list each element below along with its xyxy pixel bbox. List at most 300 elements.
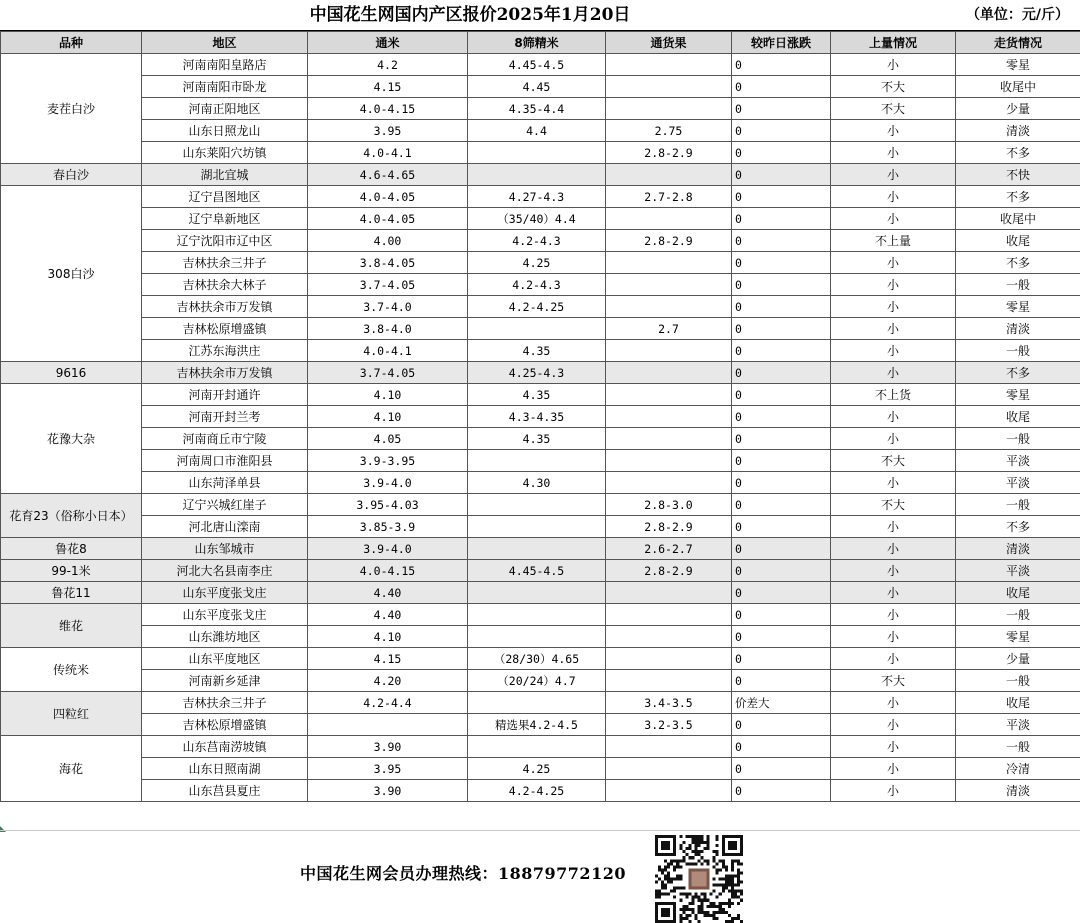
region-cell: 辽宁阜新地区 bbox=[142, 208, 308, 230]
sales-cell: 不多 bbox=[956, 362, 1080, 384]
column-header: 品种 bbox=[1, 32, 142, 54]
jingmi-cell: 精选果4.2-4.5 bbox=[468, 714, 606, 736]
change-cell: 0 bbox=[732, 296, 831, 318]
guo-cell bbox=[606, 274, 732, 296]
change-cell: 0 bbox=[732, 758, 831, 780]
unit-label: （单位：元/斤） bbox=[955, 0, 1080, 31]
sales-cell: 不快 bbox=[956, 164, 1080, 186]
guo-cell bbox=[606, 384, 732, 406]
table-row bbox=[1, 648, 1080, 670]
tongmi-cell: 4.10 bbox=[308, 626, 468, 648]
guo-cell: 2.8-2.9 bbox=[606, 516, 732, 538]
tongmi-cell: 4.05 bbox=[308, 428, 468, 450]
guo-cell: 2.7-2.8 bbox=[606, 186, 732, 208]
jingmi-cell bbox=[468, 450, 606, 472]
jingmi-cell: 4.25 bbox=[468, 758, 606, 780]
variety-cell: 花育23（俗称小日本） bbox=[1, 494, 142, 538]
guo-cell: 2.8-2.9 bbox=[606, 560, 732, 582]
supply-cell: 小 bbox=[831, 340, 956, 362]
table-row bbox=[1, 406, 1080, 428]
supply-cell: 小 bbox=[831, 208, 956, 230]
guo-cell bbox=[606, 450, 732, 472]
sales-cell: 清淡 bbox=[956, 780, 1080, 802]
change-cell: 0 bbox=[732, 450, 831, 472]
tongmi-cell: 4.0-4.15 bbox=[308, 560, 468, 582]
sales-cell: 零星 bbox=[956, 54, 1080, 76]
guo-cell: 2.8-2.9 bbox=[606, 142, 732, 164]
change-cell: 0 bbox=[732, 472, 831, 494]
supply-cell: 小 bbox=[831, 714, 956, 736]
supply-cell: 不上量 bbox=[831, 230, 956, 252]
change-cell: 0 bbox=[732, 626, 831, 648]
table-row bbox=[1, 736, 1080, 758]
table-row bbox=[1, 560, 1080, 582]
tongmi-cell: 3.8-4.0 bbox=[308, 318, 468, 340]
change-cell: 0 bbox=[732, 230, 831, 252]
table-row bbox=[1, 186, 1080, 208]
guo-cell bbox=[606, 736, 732, 758]
tongmi-cell: 4.15 bbox=[308, 648, 468, 670]
jingmi-cell: 4.25-4.3 bbox=[468, 362, 606, 384]
jingmi-cell bbox=[468, 516, 606, 538]
sales-cell: 不多 bbox=[956, 142, 1080, 164]
supply-cell: 小 bbox=[831, 692, 956, 714]
change-cell: 0 bbox=[732, 406, 831, 428]
supply-cell: 小 bbox=[831, 428, 956, 450]
sales-cell: 收尾 bbox=[956, 582, 1080, 604]
supply-cell: 小 bbox=[831, 736, 956, 758]
table-row bbox=[1, 120, 1080, 142]
table-row bbox=[1, 164, 1080, 186]
guo-cell: 2.8-3.0 bbox=[606, 494, 732, 516]
jingmi-cell: 4.30 bbox=[468, 472, 606, 494]
change-cell: 0 bbox=[732, 318, 831, 340]
table-row bbox=[1, 340, 1080, 362]
region-cell: 山东莒县夏庄 bbox=[142, 780, 308, 802]
jingmi-cell: 4.45-4.5 bbox=[468, 54, 606, 76]
supply-cell: 小 bbox=[831, 626, 956, 648]
sales-cell: 不多 bbox=[956, 186, 1080, 208]
table-row bbox=[1, 626, 1080, 648]
variety-cell: 四粒红 bbox=[1, 692, 142, 736]
guo-cell bbox=[606, 472, 732, 494]
variety-cell: 花豫大杂 bbox=[1, 384, 142, 494]
jingmi-cell: 4.25 bbox=[468, 252, 606, 274]
supply-cell: 小 bbox=[831, 538, 956, 560]
supply-cell: 不上货 bbox=[831, 384, 956, 406]
change-cell: 0 bbox=[732, 780, 831, 802]
jingmi-cell: 4.35 bbox=[468, 384, 606, 406]
region-cell: 山东平度张戈庄 bbox=[142, 604, 308, 626]
table-row bbox=[1, 362, 1080, 384]
sales-cell: 零星 bbox=[956, 384, 1080, 406]
sales-cell: 平淡 bbox=[956, 714, 1080, 736]
jingmi-cell bbox=[468, 142, 606, 164]
guo-cell: 2.7 bbox=[606, 318, 732, 340]
region-cell: 吉林扶余市万发镇 bbox=[142, 296, 308, 318]
supply-cell: 不大 bbox=[831, 670, 956, 692]
variety-cell: 鲁花8 bbox=[1, 538, 142, 560]
column-header: 地区 bbox=[142, 32, 308, 54]
sales-cell: 少量 bbox=[956, 648, 1080, 670]
region-cell: 山东平度地区 bbox=[142, 648, 308, 670]
guo-cell bbox=[606, 164, 732, 186]
supply-cell: 小 bbox=[831, 274, 956, 296]
column-header: 走货情况 bbox=[956, 32, 1080, 54]
guo-cell bbox=[606, 604, 732, 626]
guo-cell bbox=[606, 670, 732, 692]
jingmi-cell bbox=[468, 582, 606, 604]
sales-cell: 不多 bbox=[956, 516, 1080, 538]
column-header: 8筛精米 bbox=[468, 32, 606, 54]
region-cell: 河南商丘市宁陵 bbox=[142, 428, 308, 450]
jingmi-cell: （28/30）4.65 bbox=[468, 648, 606, 670]
change-cell: 0 bbox=[732, 54, 831, 76]
variety-cell: 春白沙 bbox=[1, 164, 142, 186]
supply-cell: 不大 bbox=[831, 494, 956, 516]
guo-cell bbox=[606, 98, 732, 120]
sales-cell: 平淡 bbox=[956, 472, 1080, 494]
jingmi-cell: 4.4 bbox=[468, 120, 606, 142]
tongmi-cell: 3.9-4.0 bbox=[308, 472, 468, 494]
jingmi-cell: 4.35-4.4 bbox=[468, 98, 606, 120]
sales-cell: 清淡 bbox=[956, 318, 1080, 340]
title-bar bbox=[0, 0, 1080, 31]
guo-cell: 2.6-2.7 bbox=[606, 538, 732, 560]
guo-cell bbox=[606, 582, 732, 604]
sales-cell: 一般 bbox=[956, 274, 1080, 296]
region-cell: 湖北宜城 bbox=[142, 164, 308, 186]
column-header: 通米 bbox=[308, 32, 468, 54]
change-cell: 0 bbox=[732, 362, 831, 384]
table-row bbox=[1, 208, 1080, 230]
supply-cell: 小 bbox=[831, 318, 956, 340]
supply-cell: 小 bbox=[831, 296, 956, 318]
tongmi-cell: 4.40 bbox=[308, 604, 468, 626]
supply-cell: 不大 bbox=[831, 450, 956, 472]
region-cell: 河南南阳市卧龙 bbox=[142, 76, 308, 98]
change-cell: 0 bbox=[732, 714, 831, 736]
tongmi-cell: 3.9-3.95 bbox=[308, 450, 468, 472]
region-cell: 河北大名县南李庄 bbox=[142, 560, 308, 582]
table-row bbox=[1, 428, 1080, 450]
region-cell: 吉林松原增盛镇 bbox=[142, 714, 308, 736]
change-cell: 0 bbox=[732, 164, 831, 186]
jingmi-cell bbox=[468, 318, 606, 340]
change-cell: 0 bbox=[732, 142, 831, 164]
jingmi-cell bbox=[468, 736, 606, 758]
tongmi-cell: 4.15 bbox=[308, 76, 468, 98]
jingmi-cell: 4.35 bbox=[468, 340, 606, 362]
region-cell: 河南新乡延津 bbox=[142, 670, 308, 692]
supply-cell: 小 bbox=[831, 120, 956, 142]
variety-cell: 308白沙 bbox=[1, 186, 142, 362]
tongmi-cell: 4.0-4.1 bbox=[308, 142, 468, 164]
region-cell: 吉林扶余三井子 bbox=[142, 252, 308, 274]
sales-cell: 一般 bbox=[956, 494, 1080, 516]
table-row bbox=[1, 252, 1080, 274]
tongmi-cell: 4.10 bbox=[308, 384, 468, 406]
sales-cell: 清淡 bbox=[956, 120, 1080, 142]
variety-cell: 传统米 bbox=[1, 648, 142, 692]
sales-cell: 一般 bbox=[956, 340, 1080, 362]
jingmi-cell: 4.35 bbox=[468, 428, 606, 450]
jingmi-cell: 4.2-4.3 bbox=[468, 274, 606, 296]
tongmi-cell: 3.95 bbox=[308, 758, 468, 780]
page-title: 中国花生网国内产区报价2025年1月20日 bbox=[150, 0, 790, 31]
region-cell: 吉林扶余市万发镇 bbox=[142, 362, 308, 384]
jingmi-cell: 4.45-4.5 bbox=[468, 560, 606, 582]
sales-cell: 收尾 bbox=[956, 230, 1080, 252]
guo-cell bbox=[606, 406, 732, 428]
variety-cell: 9616 bbox=[1, 362, 142, 384]
sales-cell: 不多 bbox=[956, 252, 1080, 274]
variety-cell: 麦茬白沙 bbox=[1, 54, 142, 164]
region-cell: 河南开封兰考 bbox=[142, 406, 308, 428]
column-header: 上量情况 bbox=[831, 32, 956, 54]
supply-cell: 小 bbox=[831, 780, 956, 802]
tongmi-cell: 4.10 bbox=[308, 406, 468, 428]
jingmi-cell: （20/24）4.7 bbox=[468, 670, 606, 692]
supply-cell: 小 bbox=[831, 54, 956, 76]
table-row bbox=[1, 296, 1080, 318]
guo-cell bbox=[606, 362, 732, 384]
guo-cell bbox=[606, 54, 732, 76]
tongmi-cell: 4.00 bbox=[308, 230, 468, 252]
tongmi-cell bbox=[308, 714, 468, 736]
sales-cell: 收尾中 bbox=[956, 208, 1080, 230]
tongmi-cell: 3.90 bbox=[308, 780, 468, 802]
tongmi-cell: 4.0-4.05 bbox=[308, 208, 468, 230]
sales-cell: 少量 bbox=[956, 98, 1080, 120]
change-cell: 0 bbox=[732, 494, 831, 516]
region-cell: 辽宁昌图地区 bbox=[142, 186, 308, 208]
table-row bbox=[1, 516, 1080, 538]
sales-cell: 收尾 bbox=[956, 406, 1080, 428]
table-row bbox=[1, 494, 1080, 516]
table-row bbox=[1, 714, 1080, 736]
change-cell: 0 bbox=[732, 384, 831, 406]
supply-cell: 小 bbox=[831, 516, 956, 538]
jingmi-cell: 4.3-4.35 bbox=[468, 406, 606, 428]
jingmi-cell bbox=[468, 604, 606, 626]
sales-cell: 一般 bbox=[956, 428, 1080, 450]
jingmi-cell: 4.45 bbox=[468, 76, 606, 98]
change-cell: 0 bbox=[732, 252, 831, 274]
table-body bbox=[1, 54, 1080, 802]
tongmi-cell: 3.7-4.0 bbox=[308, 296, 468, 318]
price-table bbox=[0, 31, 1080, 802]
tongmi-cell: 4.40 bbox=[308, 582, 468, 604]
table-row bbox=[1, 98, 1080, 120]
table-row bbox=[1, 54, 1080, 76]
guo-cell bbox=[606, 208, 732, 230]
tongmi-cell: 4.2 bbox=[308, 54, 468, 76]
region-cell: 辽宁兴城红崖子 bbox=[142, 494, 308, 516]
table-row bbox=[1, 142, 1080, 164]
guo-cell bbox=[606, 758, 732, 780]
sales-cell: 收尾中 bbox=[956, 76, 1080, 98]
change-cell: 0 bbox=[732, 428, 831, 450]
supply-cell: 小 bbox=[831, 604, 956, 626]
tongmi-cell: 4.20 bbox=[308, 670, 468, 692]
variety-cell: 维花 bbox=[1, 604, 142, 648]
supply-cell: 小 bbox=[831, 758, 956, 780]
hotline-text: 中国花生网会员办理热线：18879772120 bbox=[300, 861, 626, 884]
tongmi-cell: 3.95-4.03 bbox=[308, 494, 468, 516]
table-row bbox=[1, 604, 1080, 626]
column-header: 通货果 bbox=[606, 32, 732, 54]
tongmi-cell: 4.6-4.65 bbox=[308, 164, 468, 186]
jingmi-cell: 4.2-4.3 bbox=[468, 230, 606, 252]
tongmi-cell: 4.0-4.1 bbox=[308, 340, 468, 362]
sales-cell: 零星 bbox=[956, 296, 1080, 318]
table-row bbox=[1, 692, 1080, 714]
supply-cell: 小 bbox=[831, 406, 956, 428]
supply-cell: 小 bbox=[831, 142, 956, 164]
supply-cell: 小 bbox=[831, 186, 956, 208]
variety-cell: 99-1米 bbox=[1, 560, 142, 582]
jingmi-cell bbox=[468, 494, 606, 516]
guo-cell bbox=[606, 340, 732, 362]
change-cell: 0 bbox=[732, 98, 831, 120]
column-header: 较昨日涨跌 bbox=[732, 32, 831, 54]
table-row bbox=[1, 274, 1080, 296]
change-cell: 0 bbox=[732, 582, 831, 604]
jingmi-cell: 4.2-4.25 bbox=[468, 296, 606, 318]
region-cell: 吉林扶余三井子 bbox=[142, 692, 308, 714]
sales-cell: 清淡 bbox=[956, 538, 1080, 560]
region-cell: 河南南阳皇路店 bbox=[142, 54, 308, 76]
change-cell: 0 bbox=[732, 560, 831, 582]
jingmi-cell bbox=[468, 538, 606, 560]
table-row bbox=[1, 450, 1080, 472]
region-cell: 山东潍坊地区 bbox=[142, 626, 308, 648]
region-cell: 河南开封通许 bbox=[142, 384, 308, 406]
variety-cell: 海花 bbox=[1, 736, 142, 802]
guo-cell bbox=[606, 252, 732, 274]
guo-cell bbox=[606, 428, 732, 450]
table-row bbox=[1, 230, 1080, 252]
guo-cell bbox=[606, 296, 732, 318]
region-cell: 山东莱阳穴坊镇 bbox=[142, 142, 308, 164]
guo-cell: 2.8-2.9 bbox=[606, 230, 732, 252]
tongmi-cell: 4.0-4.15 bbox=[308, 98, 468, 120]
region-cell: 山东日照龙山 bbox=[142, 120, 308, 142]
tongmi-cell: 3.8-4.05 bbox=[308, 252, 468, 274]
footer bbox=[0, 830, 1080, 919]
jingmi-cell bbox=[468, 626, 606, 648]
table-row bbox=[1, 758, 1080, 780]
tongmi-cell: 3.90 bbox=[308, 736, 468, 758]
table-row bbox=[1, 76, 1080, 98]
region-cell: 吉林扶余大林子 bbox=[142, 274, 308, 296]
guo-cell: 2.75 bbox=[606, 120, 732, 142]
table-row bbox=[1, 670, 1080, 692]
guo-cell bbox=[606, 626, 732, 648]
region-cell: 山东莒南涝坡镇 bbox=[142, 736, 308, 758]
table-row bbox=[1, 472, 1080, 494]
table-row bbox=[1, 538, 1080, 560]
region-cell: 江苏东海洪庄 bbox=[142, 340, 308, 362]
supply-cell: 小 bbox=[831, 472, 956, 494]
change-cell: 0 bbox=[732, 648, 831, 670]
table-row bbox=[1, 318, 1080, 340]
jingmi-cell: （35/40）4.4 bbox=[468, 208, 606, 230]
sales-cell: 平淡 bbox=[956, 560, 1080, 582]
change-cell: 0 bbox=[732, 538, 831, 560]
tongmi-cell: 3.95 bbox=[308, 120, 468, 142]
guo-cell bbox=[606, 780, 732, 802]
tongmi-cell: 3.7-4.05 bbox=[308, 362, 468, 384]
change-cell: 0 bbox=[732, 340, 831, 362]
change-cell: 0 bbox=[732, 120, 831, 142]
sales-cell: 冷清 bbox=[956, 758, 1080, 780]
supply-cell: 小 bbox=[831, 582, 956, 604]
region-cell: 山东菏泽单县 bbox=[142, 472, 308, 494]
qr-code-icon bbox=[655, 835, 743, 923]
region-cell: 山东平度张戈庄 bbox=[142, 582, 308, 604]
sales-cell: 一般 bbox=[956, 736, 1080, 758]
sales-cell: 平淡 bbox=[956, 450, 1080, 472]
guo-cell: 3.4-3.5 bbox=[606, 692, 732, 714]
change-cell: 0 bbox=[732, 76, 831, 98]
change-cell: 价差大 bbox=[732, 692, 831, 714]
sales-cell: 一般 bbox=[956, 604, 1080, 626]
jingmi-cell: 4.2-4.25 bbox=[468, 780, 606, 802]
supply-cell: 不大 bbox=[831, 76, 956, 98]
tongmi-cell: 3.9-4.0 bbox=[308, 538, 468, 560]
sales-cell: 一般 bbox=[956, 670, 1080, 692]
change-cell: 0 bbox=[732, 208, 831, 230]
sales-cell: 收尾 bbox=[956, 692, 1080, 714]
region-cell: 山东日照南湖 bbox=[142, 758, 308, 780]
jingmi-cell bbox=[468, 164, 606, 186]
change-cell: 0 bbox=[732, 516, 831, 538]
change-cell: 0 bbox=[732, 274, 831, 296]
variety-cell: 鲁花11 bbox=[1, 582, 142, 604]
region-cell: 吉林松原增盛镇 bbox=[142, 318, 308, 340]
region-cell: 河南正阳地区 bbox=[142, 98, 308, 120]
supply-cell: 小 bbox=[831, 648, 956, 670]
sales-cell: 零星 bbox=[956, 626, 1080, 648]
change-cell: 0 bbox=[732, 186, 831, 208]
change-cell: 0 bbox=[732, 670, 831, 692]
guo-cell: 3.2-3.5 bbox=[606, 714, 732, 736]
tongmi-cell: 3.85-3.9 bbox=[308, 516, 468, 538]
region-cell: 辽宁沈阳市辽中区 bbox=[142, 230, 308, 252]
jingmi-cell bbox=[468, 692, 606, 714]
table-row bbox=[1, 780, 1080, 802]
supply-cell: 小 bbox=[831, 560, 956, 582]
table-row bbox=[1, 582, 1080, 604]
tongmi-cell: 3.7-4.05 bbox=[308, 274, 468, 296]
region-cell: 河北唐山滦南 bbox=[142, 516, 308, 538]
table-row bbox=[1, 384, 1080, 406]
change-cell: 0 bbox=[732, 736, 831, 758]
supply-cell: 不大 bbox=[831, 98, 956, 120]
tongmi-cell: 4.0-4.05 bbox=[308, 186, 468, 208]
change-cell: 0 bbox=[732, 604, 831, 626]
guo-cell bbox=[606, 648, 732, 670]
guo-cell bbox=[606, 76, 732, 98]
supply-cell: 小 bbox=[831, 164, 956, 186]
supply-cell: 小 bbox=[831, 362, 956, 384]
jingmi-cell: 4.27-4.3 bbox=[468, 186, 606, 208]
tongmi-cell: 4.2-4.4 bbox=[308, 692, 468, 714]
header-row bbox=[1, 32, 1080, 54]
region-cell: 河南周口市淮阳县 bbox=[142, 450, 308, 472]
